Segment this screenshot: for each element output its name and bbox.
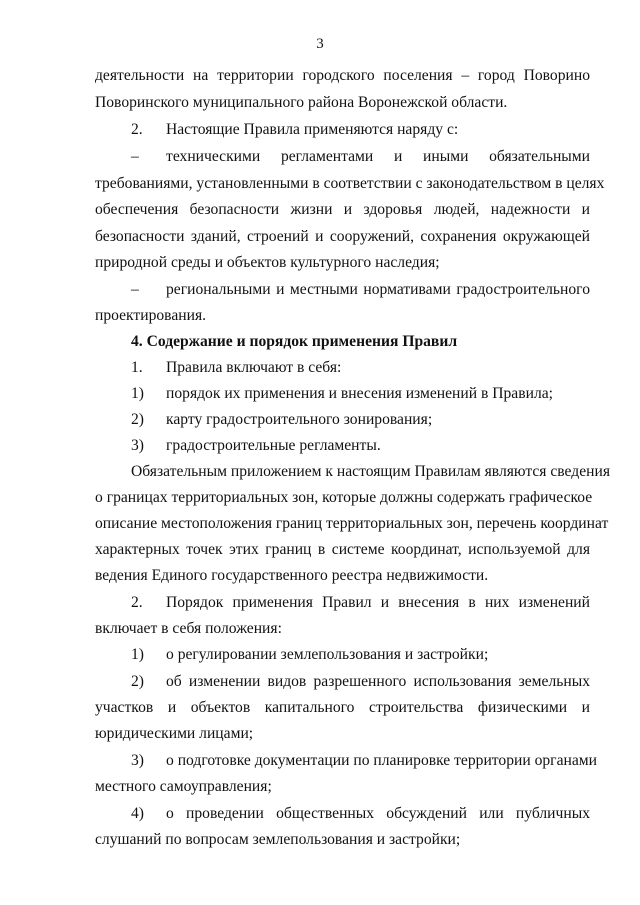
list-marker: 3)	[131, 437, 144, 454]
list-item-text: градостроительные регламенты.	[166, 437, 381, 454]
list-item-text: об изменении видов разрешенного использования земельных	[166, 673, 590, 690]
list-marker: 1)	[131, 385, 144, 402]
list-item-text: о проведении общественных обсуждений или публичных	[166, 805, 590, 822]
paragraph-line: участков и объектов капитального строительства физическими и	[95, 699, 590, 716]
list-marker: 3)	[131, 752, 144, 769]
paragraph-line: описание местоположения границ территориальных зон, перечень координат	[95, 515, 609, 532]
paragraph-line: характерных точек этих границ в системе координат, используемой для	[95, 541, 590, 558]
paragraph-line: Обязательным приложением к настоящим Правилам являются сведения	[131, 463, 610, 480]
list-item-text: порядок их применения и внесения изменений в Правила;	[166, 385, 553, 402]
list-marker: 2)	[131, 411, 144, 428]
list-marker: 2.	[131, 594, 143, 611]
list-marker: 2.	[131, 121, 143, 138]
list-item-text: техническими регламентами и иными обязательными	[166, 148, 590, 165]
paragraph-line: ведения Единого государственного реестра недвижимости.	[95, 567, 489, 584]
paragraph-line: местного самоуправления;	[95, 778, 272, 795]
list-item-text: карту градостроительного зонирования;	[166, 411, 433, 428]
paragraph-line: Поворинского муниципального района Воронежской области.	[95, 94, 508, 111]
list-marker: –	[131, 281, 139, 298]
paragraph-line: природной среды и объектов культурного наследия;	[95, 254, 440, 271]
page-number: 3	[316, 36, 324, 52]
paragraph-line: обеспечения безопасности жизни и здоровья людей, надежности и	[95, 201, 590, 218]
section-heading: 4. Содержание и порядок применения Правил	[131, 333, 458, 350]
list-marker: 4)	[131, 805, 144, 822]
list-marker: –	[131, 148, 139, 165]
list-item-text: региональными и местными нормативами градостроительного	[166, 281, 590, 298]
paragraph-line: слушаний по вопросам землепользования и застройки;	[95, 831, 461, 848]
paragraph-line: о границах территориальных зон, которые должны содержать графическое	[95, 489, 593, 506]
paragraph-line: деятельности на территории городского поселения – город Поворино	[95, 67, 590, 84]
list-marker: 1)	[131, 646, 144, 663]
list-item-text: Правила включают в себя:	[166, 359, 342, 376]
list-item-text: Порядок применения Правил и внесения в них изменений	[166, 594, 590, 611]
list-marker: 2)	[131, 673, 144, 690]
list-marker: 1.	[131, 359, 143, 376]
paragraph-line: включает в себя положения:	[95, 620, 282, 637]
paragraph-line: требованиями, установленными в соответствии с законодательством в целях	[95, 175, 605, 192]
list-item-text: о подготовке документации по планировке территории органами	[166, 752, 597, 769]
paragraph-line: юридическими лицами;	[95, 725, 254, 742]
list-item-text: Настоящие Правила применяются наряду с:	[166, 121, 459, 138]
paragraph-line: проектирования.	[95, 307, 207, 324]
list-item-text: о регулировании землепользования и застройки;	[166, 646, 489, 663]
paragraph-line: безопасности зданий, строений и сооружений, сохранения окружающей	[95, 228, 590, 245]
